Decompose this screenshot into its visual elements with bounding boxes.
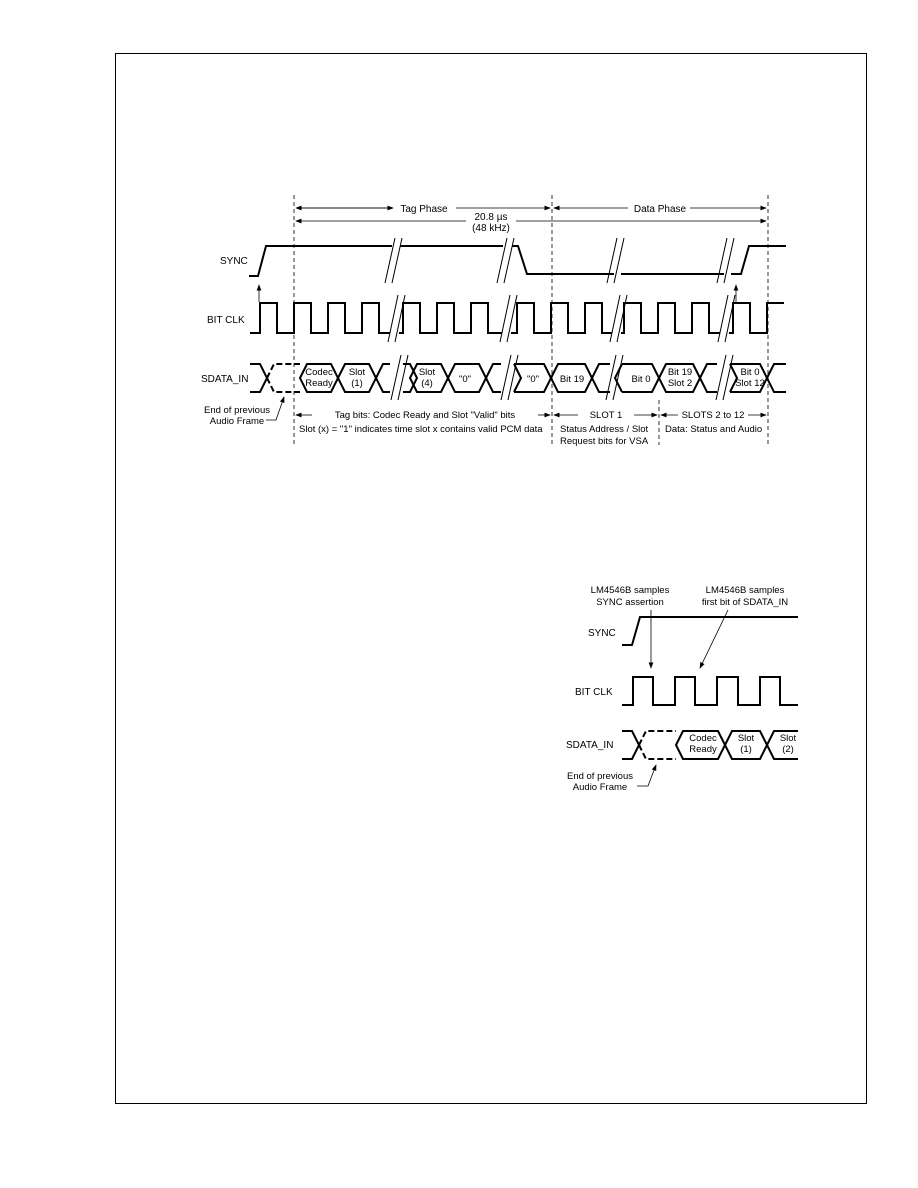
slots-2-12-span-label: SLOTS 2 to 12 <box>681 410 745 421</box>
slot-1-label-2: Slot <box>737 733 755 744</box>
slot-1-number: (1) <box>351 378 363 389</box>
sync-label-2: SYNC <box>588 628 616 639</box>
slot-valid-description: Slot (x) = "1" indicates time slot x contains valid PCM data <box>299 424 543 435</box>
end-prev-pointer-2 <box>637 765 656 786</box>
slot-1-label: Slot <box>348 367 366 378</box>
sync-sampling-diagram <box>566 585 798 793</box>
slots-2-12-desc: Data: Status and Audio <box>665 424 763 435</box>
first-bit-sample-arrow <box>700 610 728 668</box>
sdata-in-label: SDATA_IN <box>201 374 249 385</box>
note-first-bit-line2: first bit of SDATA_IN <box>701 597 789 608</box>
phase-guides <box>294 195 768 445</box>
tag-phase-arrow <box>296 204 550 215</box>
note-sync-sample-line2: SYNC assertion <box>596 597 664 608</box>
bitclk-label-2: BIT CLK <box>575 687 613 698</box>
slot-codec-ready-2b: Ready <box>689 744 717 755</box>
data-phase-label: Data Phase <box>633 204 687 215</box>
tag-bits-description: Tag bits: Codec Ready and Slot "Valid" bits <box>334 410 516 421</box>
sync-waveform-2 <box>622 617 798 645</box>
slot-2-label-2: Slot <box>779 733 797 744</box>
slot-1-number-2: (1) <box>740 744 752 755</box>
frame-timing-diagram <box>201 195 786 447</box>
slot-codec-ready: Codec <box>305 367 333 378</box>
note-first-bit-line1: LM4546B samples <box>705 585 785 596</box>
sync-label: SYNC <box>220 256 248 267</box>
end-prev-frame-2-line2: Audio Frame <box>572 782 628 793</box>
slot-4-number: (4) <box>421 378 433 389</box>
end-prev-frame-line2: Audio Frame <box>209 416 265 427</box>
slot-zero-a: "0" <box>458 374 472 385</box>
slot-bit-0: Bit 0 <box>631 374 651 385</box>
sync-waveform <box>249 246 786 276</box>
slot-2-number-2: (2) <box>782 744 794 755</box>
sync-break-marks <box>385 238 734 283</box>
note-sync-sample-line1: LM4546B samples <box>590 585 670 596</box>
slot-codec-ready-2a: Codec <box>689 733 717 744</box>
slot-1-desc-line1: Status Address / Slot <box>560 424 649 435</box>
slot2-bit-19: Bit 19 <box>667 367 693 378</box>
slot2-name: Slot 2 <box>667 378 693 389</box>
bitclk-waveform <box>250 303 784 333</box>
slot12-name: Slot 12 <box>735 378 765 389</box>
frame-period-label: 20.8 µs <box>474 212 508 223</box>
slot-4-label: Slot <box>418 367 436 378</box>
sdata-in-label-2: SDATA_IN <box>566 740 614 751</box>
frame-rate-label: (48 kHz) <box>472 223 510 234</box>
tag-phase-label: Tag Phase <box>400 204 448 215</box>
slot-codec-ready-2: Ready <box>305 378 333 389</box>
frame-period-arrow <box>296 212 766 234</box>
slot12-bit-0: Bit 0 <box>740 367 760 378</box>
end-prev-frame-2-line1: End of previous <box>566 771 634 782</box>
bitclk-label: BIT CLK <box>207 315 245 326</box>
slot-zero-b: "0" <box>526 374 540 385</box>
data-phase-arrow <box>554 204 766 215</box>
slot-bit-19: Bit 19 <box>559 374 585 385</box>
slot-1-span-label: SLOT 1 <box>589 410 623 421</box>
slot-1-desc-line2: Request bits for VSA <box>560 436 649 447</box>
bitclk-waveform-2 <box>622 677 798 705</box>
end-prev-frame-line1: End of previous <box>203 405 271 416</box>
